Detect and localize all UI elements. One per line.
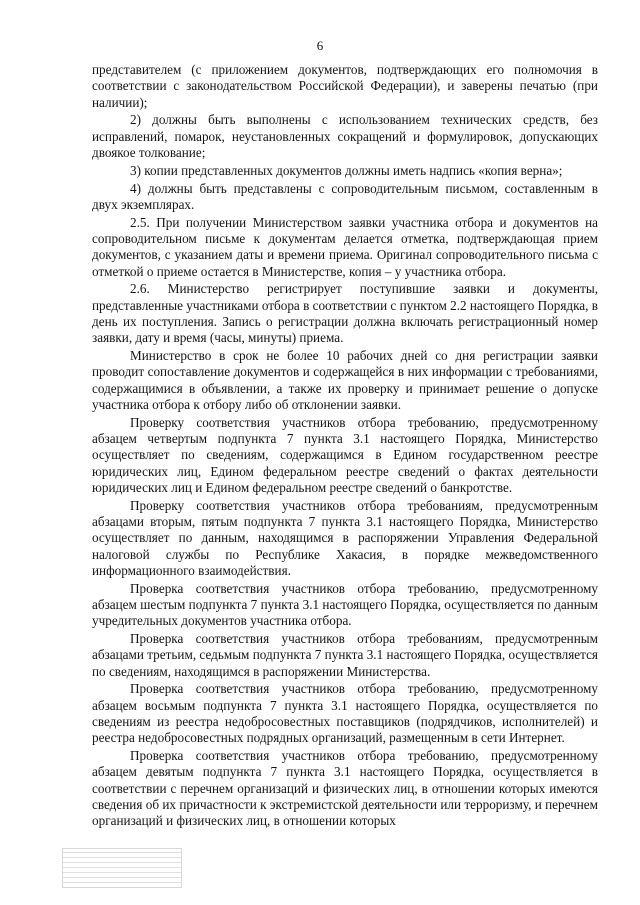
- paragraph-2-6: 2.6. Министерство регистрирует поступившие заявки и документы, представленные участниками отбора в соответствии с пунктом 2.2 настоящего Порядка, в день их поступления. Запись о регистрации должна включать регистрационный номер заявки, дату и время (часы, минуты) приема.: [92, 281, 598, 346]
- paragraph-check-6th: Проверка соответствия участников отбора требованию, предусмотренному абзацем шестым подпункта 7 пункта 3.1 настоящего Порядка, осуществляется по данным учредительных документов участника отбора.: [92, 580, 598, 629]
- registration-stamp: [62, 848, 182, 888]
- paragraph-item-4: 4) должны быть представлены с сопроводительным письмом, составленным в двух экземплярах.: [92, 180, 598, 212]
- page-number: 6: [316, 38, 324, 53]
- paragraph-check-8th: Проверка соответствия участников отбора требованию, предусмотренному абзацем восьмым подпункта 7 пункта 3.1 настоящего Порядка, осуществляется по сведениям из реестра недобросовестных поставщиков (подрядчиков, исполнителей) и реестра недобросовестных подрядных организаций, размещенным в сети Интернет.: [92, 681, 598, 746]
- body-text: [92, 62, 598, 831]
- paragraph-2-5: 2.5. При получении Министерством заявки участника отбора и документов на сопроводительном письме к документам делается отметка, подтверждающая прием документов, с указанием даты и времени приема. Оригинал сопроводительного письма с отметкой о приеме остается в Министерстве, копия – у участника отбора.: [92, 214, 598, 279]
- paragraph-check-4th: Проверку соответствия участников отбора требованию, предусмотренному абзацем четвертым подпункта 7 пункта 3.1 настоящего Порядка, Министерство осуществляет по сведениям, содержащимся в Едином государственном реестре юридических лиц, Едином федеральном реестре сведений о фактах деятельности юридических лиц и Едином федеральном реестре сведений о банкротстве.: [92, 414, 598, 495]
- paragraph-review-deadline: Министерство в срок не более 10 рабочих дней со дня регистрации заявки проводит сопоставление документов и содержащейся в них информации с требованиями, содержащимися в объявлении, а также их проверку и принимает решение о допуске участника отбора к отбору либо об отклонении заявки.: [92, 348, 598, 412]
- paragraph-check-3rd-7th: Проверка соответствия участников отбора требованиям, предусмотренным абзацами третьим, седьмым подпункта 7 пункта 3.1 настоящего Порядка, осуществляется по сведениям, находящимся в распоряжении Министерства.: [92, 631, 598, 679]
- paragraph-check-2nd-5th: Проверку соответствия участников отбора требованиям, предусмотренным абзацами вторым, пятым подпункта 7 пункта 3.1 настоящего Порядка, Министерство осуществляет по данным, находящимся в распоряжении Управления Федеральной налоговой службы по Республике Хакасия, в порядке межведомственного информационного взаимодействия.: [92, 497, 598, 578]
- paragraph-continuation: представителем (с приложением документов, подтверждающих его полномочия в соответствии с законодательством Российской Федерации), и заверены печатью (при наличии);: [92, 62, 598, 110]
- paragraph-item-2: 2) должны быть выполнены с использованием технических средств, без исправлений, помарок, неустановленных сокращений и формулировок, допускающих двоякое толкование;: [92, 112, 598, 160]
- paragraph-item-3: 3) копии представленных документов должны иметь надпись «копия верна»;: [130, 162, 563, 178]
- paragraph-check-9th: Проверка соответствия участников отбора требованию, предусмотренному абзацем девятым подпункта 7 пункта 3.1 настоящего Порядка, осуществляется в соответствии с перечнем организаций и физических лиц, в отношении которых имеются сведения об их причастности к экстремистской деятельности или терроризму, и перечнем организаций и физических лиц, в отношении которых: [92, 748, 598, 829]
